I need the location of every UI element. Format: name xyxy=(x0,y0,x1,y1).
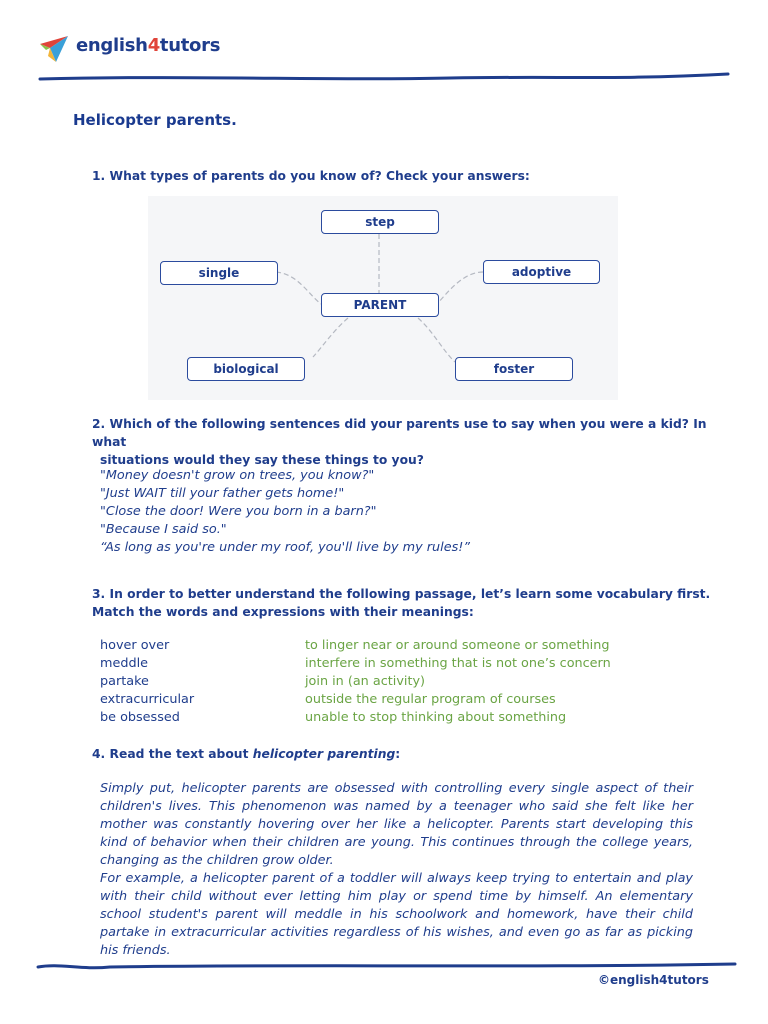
reading-passage xyxy=(100,780,693,960)
vocab-word: meddle xyxy=(100,656,149,671)
vocab-row xyxy=(100,709,660,727)
vocab-meaning: join in (an activity) xyxy=(305,674,426,689)
paper-plane-logo-icon xyxy=(38,34,70,64)
diagram-node-single: single xyxy=(160,261,278,285)
header-wave-divider xyxy=(0,68,768,88)
question-1: 1. What types of parents do you know of? Check your answers: xyxy=(92,169,530,183)
quote-item: "Money doesn't grow on trees, you know?" xyxy=(100,468,375,483)
copyright-text: ©english4tutors xyxy=(598,973,709,987)
question-4: 4. Read the text about helicopter parenting: xyxy=(92,747,401,761)
diagram-node-adoptive: adoptive xyxy=(483,260,600,284)
vocab-meaning: outside the regular program of courses xyxy=(305,692,556,707)
quote-item: "Just WAIT till your father gets home!" xyxy=(100,486,345,501)
quote-item: "Because I said so." xyxy=(100,522,227,537)
vocab-meaning: unable to stop thinking about something xyxy=(305,710,567,725)
vocab-row xyxy=(100,655,660,673)
vocabulary-table xyxy=(100,637,660,727)
quote-item: “As long as you're under my roof, you'll live by my rules!” xyxy=(100,540,471,555)
parent-quotes-list xyxy=(100,467,470,557)
vocab-row xyxy=(100,691,660,709)
passage-paragraph: Simply put, helicopter parents are obsessed with controlling every single aspect of their children's lives. This phenomenon was named by a teenager who said she felt like her mother was constantly hovering over her like a helicopter. Parents start developing this kind of behavior when their children are young. This continues through the college years, changing as the children grow older. xyxy=(100,781,693,868)
vocab-meaning: to linger near or around someone or something xyxy=(305,638,610,653)
vocab-row xyxy=(100,637,660,655)
page-title: Helicopter parents. xyxy=(73,111,237,129)
diagram-node-biological: biological xyxy=(187,357,305,381)
diagram-node-foster: foster xyxy=(455,357,573,381)
vocab-word: extracurricular xyxy=(100,692,195,707)
question-2: 2. Which of the following sentences did your parents use to say when you were a kid? In what situations would they say these things to you? xyxy=(92,417,707,467)
vocab-row xyxy=(100,673,660,691)
footer-wave-divider xyxy=(0,958,768,974)
vocab-word: partake xyxy=(100,674,149,689)
diagram-node-parent: PARENT xyxy=(321,293,439,317)
passage-paragraph: For example, a helicopter parent of a toddler will always keep trying to entertain and play with their child without ever letting him play or spend time by himself. An elementary school student's parent will meddle in his schoolwork and homework, have their child partake in extracurricular activities regardless of his wishes, and even go as far as picking his friends. xyxy=(100,871,693,958)
vocab-meaning: interfere in something that is not one’s concern xyxy=(305,656,611,671)
question-3: 3. In order to better understand the following passage, let’s learn some vocabulary first. Match the words and expressions with their meanings: xyxy=(92,587,711,619)
brand-logo-text: english4tutors xyxy=(76,35,221,56)
quote-item: "Close the door! Were you born in a barn?" xyxy=(100,504,377,519)
vocab-word: be obsessed xyxy=(100,710,180,725)
diagram-node-step: step xyxy=(321,210,439,234)
vocab-word: hover over xyxy=(100,638,170,653)
